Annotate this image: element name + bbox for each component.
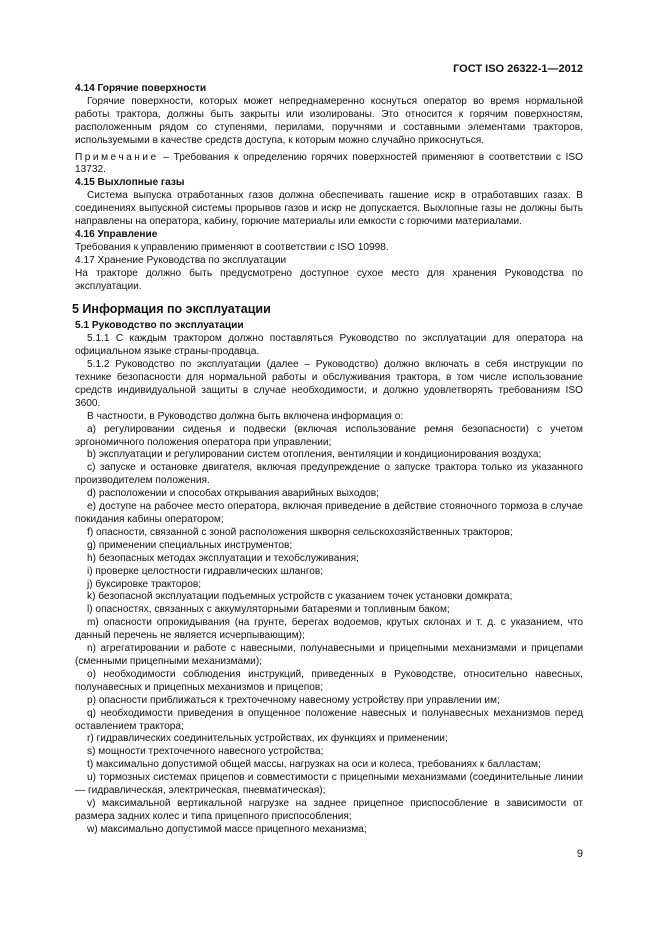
- list-item: r) гидравлических соединительных устройствах, их функциях и применении;: [87, 733, 448, 745]
- section-4-15-title: 4.15 Выхлопные газы: [75, 177, 185, 189]
- page-number: 9: [576, 848, 583, 860]
- section-4-16-title: 4.16 Управление: [75, 228, 158, 240]
- list-item: g) применении специальных инструментов;: [87, 539, 293, 551]
- list-item: h) безопасных методах эксплуатации и техобслуживания;: [87, 552, 359, 564]
- section-4-17-title: 4.17 Хранение Руководства по эксплуатации: [75, 254, 287, 266]
- section-5-1-1-text: 5.1.1 С каждым трактором должно поставляться Руководство по эксплуатации для оператора на официальном языке страны-продавца.: [75, 333, 583, 358]
- list-item: u) тормозных системах прицепов и совместимости с прицепными механизмами (соединительные линии — гидравлическая, электрическая, пневматическая);: [75, 772, 583, 797]
- list-item: w) максимально допустимой массе прицепного механизма;: [87, 823, 367, 835]
- list-item: i) проверке целостности гидравлических шлангов;: [87, 565, 324, 577]
- note-label: Примечание: [75, 151, 159, 163]
- note-text: – Требования к определению горячих поверхностей применяют в соответствии с ISO 13732.: [75, 151, 583, 176]
- requirements-list: [75, 424, 583, 837]
- list-item: a) регулировании сиденья и подвески (включая использование ремня безопасности) с учетом эргономичного положения оператора при управлении;: [75, 423, 583, 448]
- list-item: n) агрегатировании и работе с навесными, полунавесными и прицепными механизмами и прицепами (сменными прицепными механизмами);: [75, 643, 583, 667]
- list-item: v) максимальной вертикальной нагрузке на заднее прицепное приспособление в зависимости от размера задних колес и типа прицепного приспособления;: [75, 797, 583, 822]
- list-item: t) максимально допустимой общей массы, нагрузках на оси и колеса, требованиях к балластам;: [87, 759, 541, 771]
- list-item: s) мощности трехточечного навесного устройства;: [87, 746, 324, 758]
- list-item: m) опасности опрокидывания (на грунте, берегах водоемов, крутых склонах и т. д. с указанием, что данный перечень не является исчерпывающим);: [75, 617, 583, 642]
- list-intro: В частности, в Руководство должна быть включена информация о:: [87, 410, 404, 422]
- section-5-title: 5 Информация по эксплуатации: [72, 301, 271, 316]
- section-4-14-text: Горячие поверхности, которых может непреднамеренно коснуться оператор во время нормальной работы трактора, должны быть закрыты или изолированы. Это относится к горячим поверхностям, расположенным рядом со ступенями, перилами, поручнями и составными элементами тракторов, используемыми в качестве средств доступа, к которым можно случайно прикоснуться.: [75, 95, 583, 146]
- section-5-1-title: 5.1 Руководство по эксплуатации: [75, 320, 244, 332]
- page-content: [72, 83, 583, 837]
- list-item: f) опасности, связанной с зоной расположения шкворня сельскохозяйственных тракторов;: [87, 526, 513, 538]
- list-item: d) расположении и способах открывания аварийных выходов;: [87, 488, 379, 500]
- list-item: o) необходимости соблюдения инструкций, приведенных в Руководстве, относительно навесных, полунавесных и прицепных механизмов и прицепов;: [75, 668, 583, 693]
- section-4-16-text: Требования к управлению применяют в соответствии с ISO 10998.: [75, 241, 389, 253]
- list-item: e) доступе на рабочее место оператора, включая приведение в действие стояночного тормоза в случае покидания кабины операторoм;: [75, 501, 583, 525]
- list-item: p) опасности приближаться к трехточечному навесному устройству при управлении им;: [87, 694, 500, 706]
- section-5-1-2-text: 5.1.2 Руководство по эксплуатации (далее – Руководство) должно включать в себя инструкции по технике безопасности для нормальной работы и обслуживания трактора, в том числе использование средств индивидуальной защиты в случае необходимости, и должно удовлетворять требованиям ISO 3600.: [75, 359, 583, 409]
- section-4-14-note: [75, 152, 583, 178]
- section-4-14-title: 4.14 Горячие поверхности: [75, 83, 207, 94]
- document-header: ГОСТ ISO 26322-1—2012: [453, 63, 583, 75]
- section-4-15-text: Система выпуска отработанных газов должна обеспечивать гашение искр в отработавших газах. В соединениях выпускной системы прорывов газов и искр не допускается. Выхлопные газы не должны быть направлены на оператора, кабину, горючие материалы или емкости с горючими материалами.: [75, 190, 583, 228]
- section-4-17-text: На тракторе должно быть предусмотрено доступное сухое место для хранения Руководства по эксплуатации.: [75, 267, 583, 292]
- list-item: l) опасностях, связанных с аккумуляторными батареями и топливным баком;: [87, 604, 450, 616]
- list-item: k) безопасной эксплуатации подъемных устройств с указанием точек установки домкрата;: [87, 591, 513, 603]
- list-item: q) необходимости приведения в опущенное положение навесных и полунавесных механизмов перед оставлением трактора;: [75, 707, 583, 732]
- list-item: b) эксплуатации и регулировании систем отопления, вентиляции и кондиционирования воздуха;: [87, 449, 542, 461]
- list-item: j) буксировке тракторов;: [87, 578, 202, 590]
- list-item: c) запуске и остановке двигателя, включая предупреждение о запуске трактора только из указанного производителем положения.: [75, 462, 583, 487]
